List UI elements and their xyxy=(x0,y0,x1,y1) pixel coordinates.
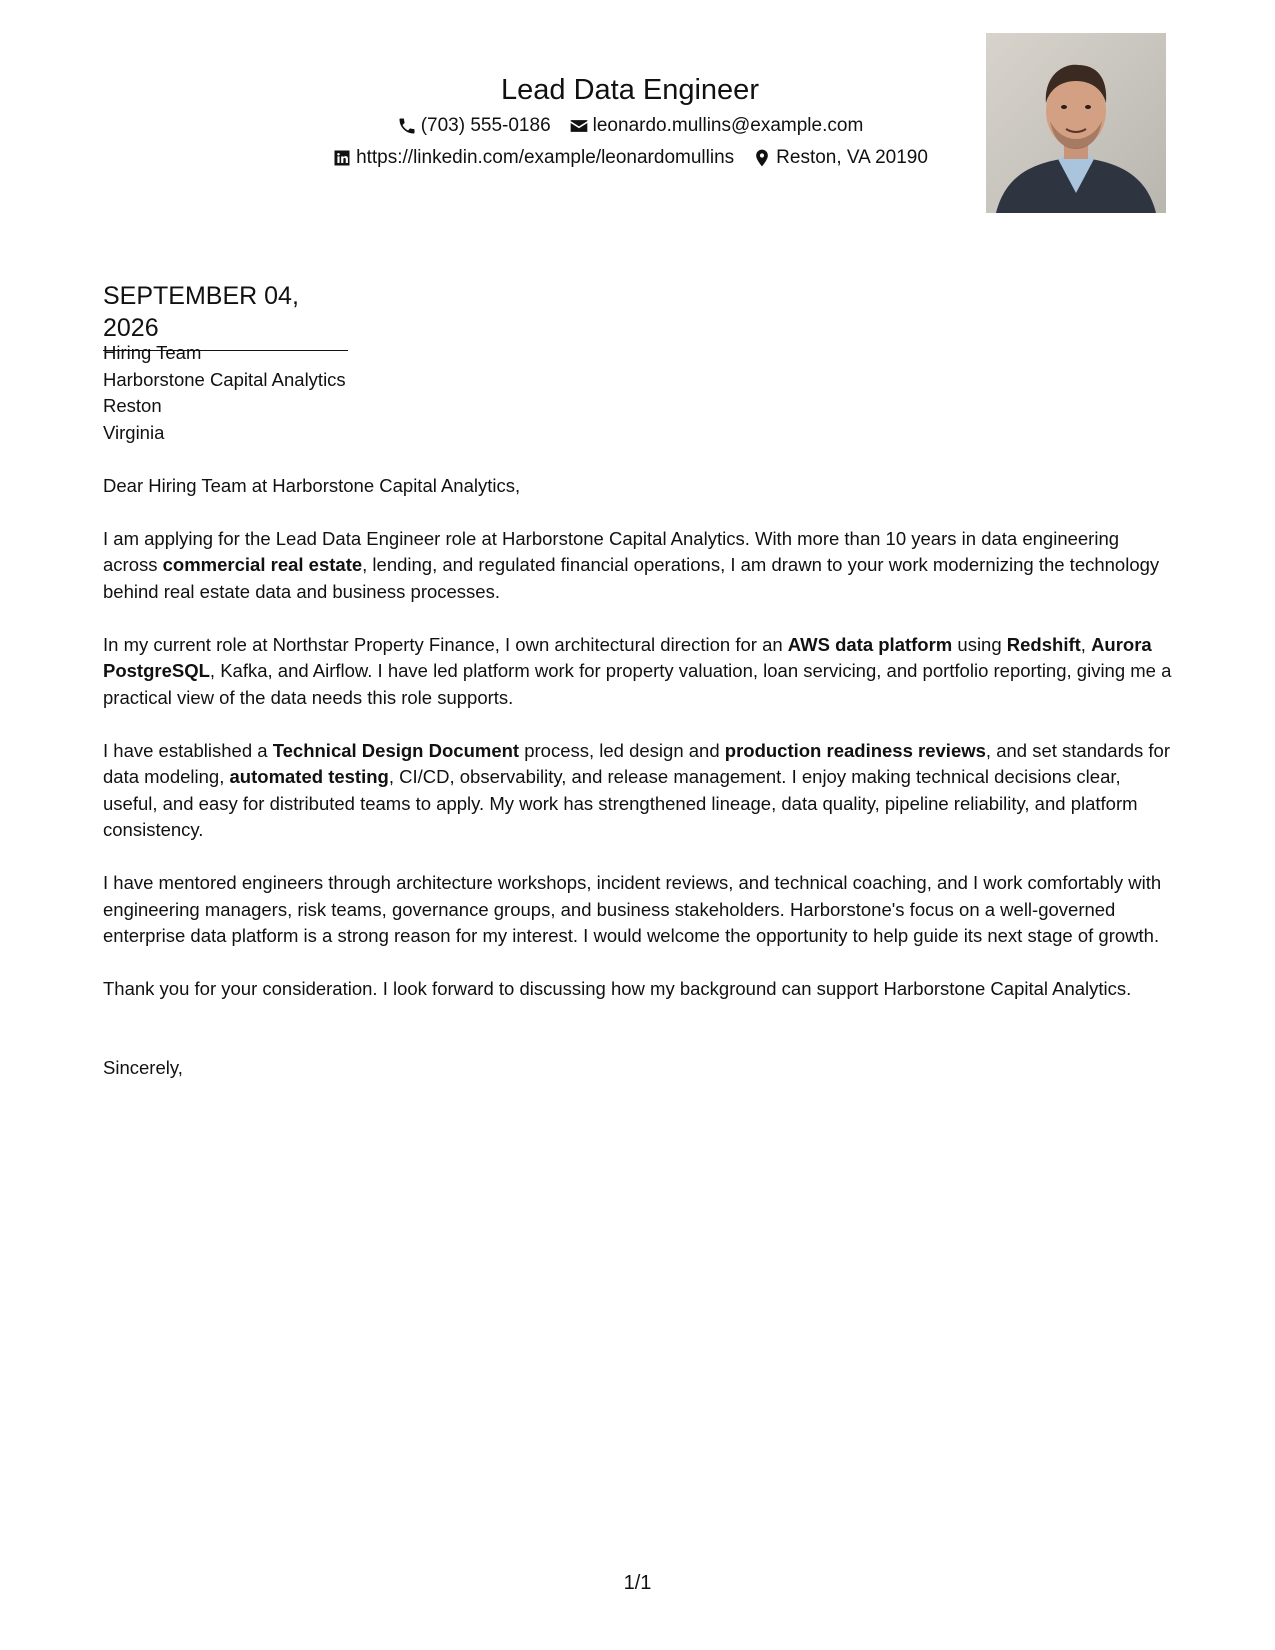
letter-date: SEPTEMBER 04, 2026 xyxy=(103,280,348,351)
email-contact xyxy=(569,110,864,142)
recipient-line: Reston xyxy=(103,395,162,416)
recipient-block xyxy=(103,340,1178,446)
linkedin-contact xyxy=(332,142,734,174)
paragraph-3: I have established a Technical Design Document process, led design and production readiness reviews, and set standards for data modeling, automated testing, CI/CD, observability, and release management. I enjoy making technical decisions clear, useful, and easy for distributed teams to apply. My work has strengthened lineage, data quality, pipeline reliability, and platform consistency. xyxy=(103,739,1171,840)
linkedin-url[interactable]: https://linkedin.com/example/leonardomullins xyxy=(356,147,735,168)
recipient-line: Harborstone Capital Analytics xyxy=(103,368,346,390)
location-text: Reston, VA 20190 xyxy=(776,147,928,168)
salutation: Dear Hiring Team at Harborstone Capital Analytics, xyxy=(103,474,521,496)
closing: Sincerely, xyxy=(103,1056,183,1078)
email-address[interactable]: leonardo.mullins@example.com xyxy=(592,115,864,136)
location-contact xyxy=(752,142,928,174)
page-number: 1/1 xyxy=(623,1572,652,1594)
phone-number: (703) 555-0186 xyxy=(420,115,551,136)
envelope-icon xyxy=(569,116,589,136)
profile-photo xyxy=(986,33,1166,213)
map-pin-icon xyxy=(752,148,772,168)
paragraph-2: In my current role at Northstar Property Finance, I own architectural direction for an AWS data platform using Redshift, Aurora PostgreSQL, Kafka, and Airflow. I have led platform work for property valuation, loan servicing, and portfolio reporting, giving me a practical view of the data needs this role supports. xyxy=(103,633,1172,708)
linkedin-icon xyxy=(332,148,352,168)
paragraph-4: I have mentored engineers through architecture workshops, incident reviews, and technical coaching, and I work comfortably with engineering managers, risk teams, governance groups, and business stakeholders. Harborstone's focus on a well-governed enterprise data platform is a strong reason for my interest. I would welcome the opportunity to help guide its next stage of growth. xyxy=(103,872,1162,946)
paragraph-1: I am applying for the Lead Data Engineer role at Harborstone Capital Analytics. With more than 10 years in data engineering across commercial real estate, lending, and regulated financial operations, I am drawn to your work modernizing the technology behind real estate data and business processes. xyxy=(103,527,1160,602)
job-title: Lead Data Engineer xyxy=(501,74,759,106)
phone-contact xyxy=(397,110,551,142)
letter-body xyxy=(103,340,1178,1081)
paragraph-5: Thank you for your consideration. I look forward to discussing how my background can support Harborstone Capital Analytics. xyxy=(103,978,1132,999)
recipient-line: Virginia xyxy=(103,421,165,443)
recipient-line: Hiring Team xyxy=(103,342,202,363)
portrait-image xyxy=(986,33,1166,213)
phone-icon xyxy=(397,116,417,136)
